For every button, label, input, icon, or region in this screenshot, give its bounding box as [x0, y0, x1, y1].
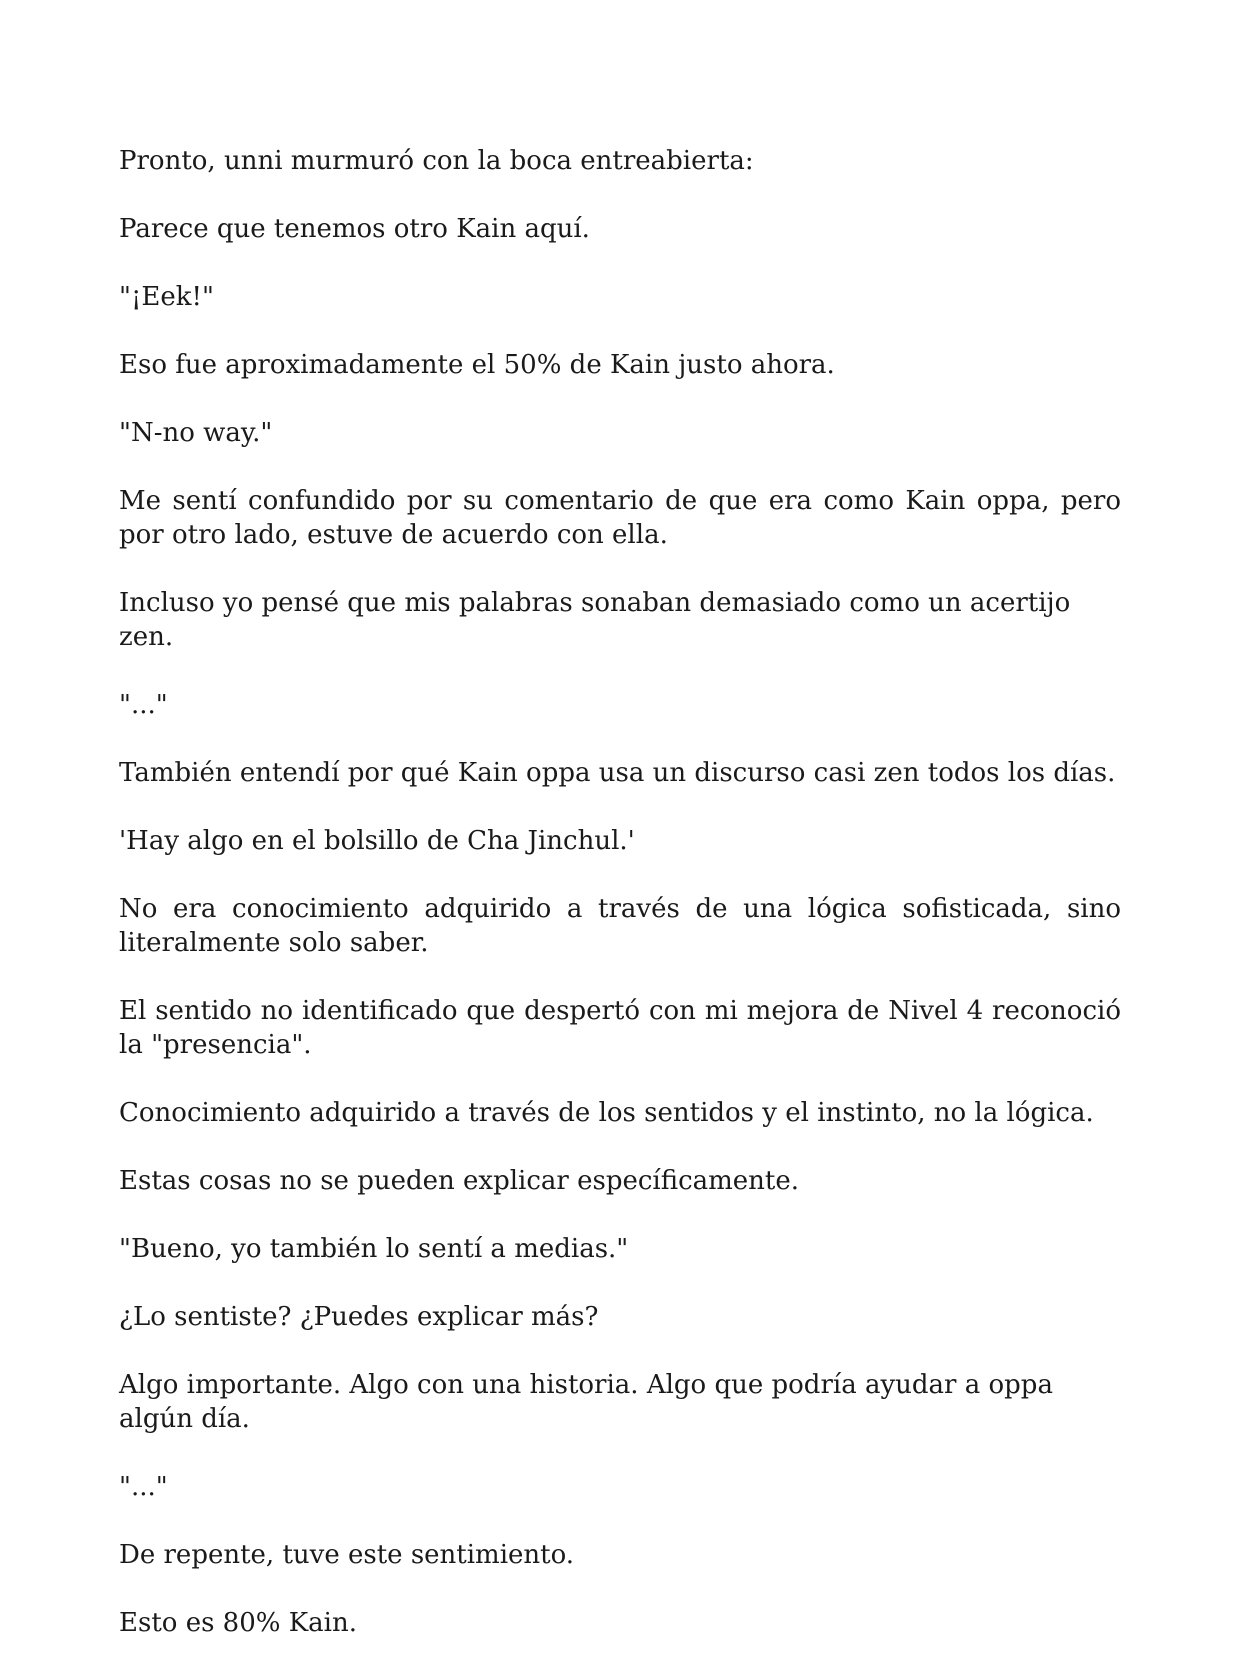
document-body	[119, 144, 1121, 1674]
paragraph: De repente, tuve este sentimiento.	[119, 1540, 575, 1570]
paragraph: "N-no way."	[119, 418, 273, 448]
paragraph: También entendí por qué Kain oppa usa un discurso casi zen todos los días.	[119, 758, 1116, 788]
paragraph: Incluso yo pensé que mis palabras sonaban demasiado como un acertijo zen.	[119, 588, 1071, 652]
paragraph: Esto es 80% Kain.	[119, 1608, 357, 1638]
paragraph: No era conocimiento adquirido a través de una lógica sofisticada, sino literalmente solo saber.	[119, 894, 1121, 958]
paragraph: Conocimiento adquirido a través de los sentidos y el instinto, no la lógica.	[119, 1098, 1094, 1128]
paragraph: El sentido no identificado que despertó con mi mejora de Nivel 4 reconoció la "presencia".	[119, 996, 1121, 1060]
paragraph: Parece que tenemos otro Kain aquí.	[119, 214, 590, 244]
paragraph: ¿Lo sentiste? ¿Puedes explicar más?	[119, 1302, 599, 1332]
paragraph: Algo importante. Algo con una historia. Algo que podría ayudar a oppa algún día.	[119, 1370, 1053, 1434]
paragraph: Pronto, unni murmuró con la boca entreabierta:	[119, 146, 754, 176]
paragraph: Me sentí confundido por su comentario de que era como Kain oppa, pero por otro lado, estuve de acuerdo con ella.	[119, 486, 1121, 550]
paragraph: 'Hay algo en el bolsillo de Cha Jinchul.'	[119, 826, 635, 856]
paragraph: Estas cosas no se pueden explicar específicamente.	[119, 1166, 800, 1196]
paragraph: "¡Eek!"	[119, 282, 214, 312]
paragraph: Eso fue aproximadamente el 50% de Kain justo ahora.	[119, 350, 835, 380]
paragraph: "..."	[119, 1472, 168, 1502]
paragraph: "..."	[119, 690, 168, 720]
paragraph: "Bueno, yo también lo sentí a medias."	[119, 1234, 629, 1264]
